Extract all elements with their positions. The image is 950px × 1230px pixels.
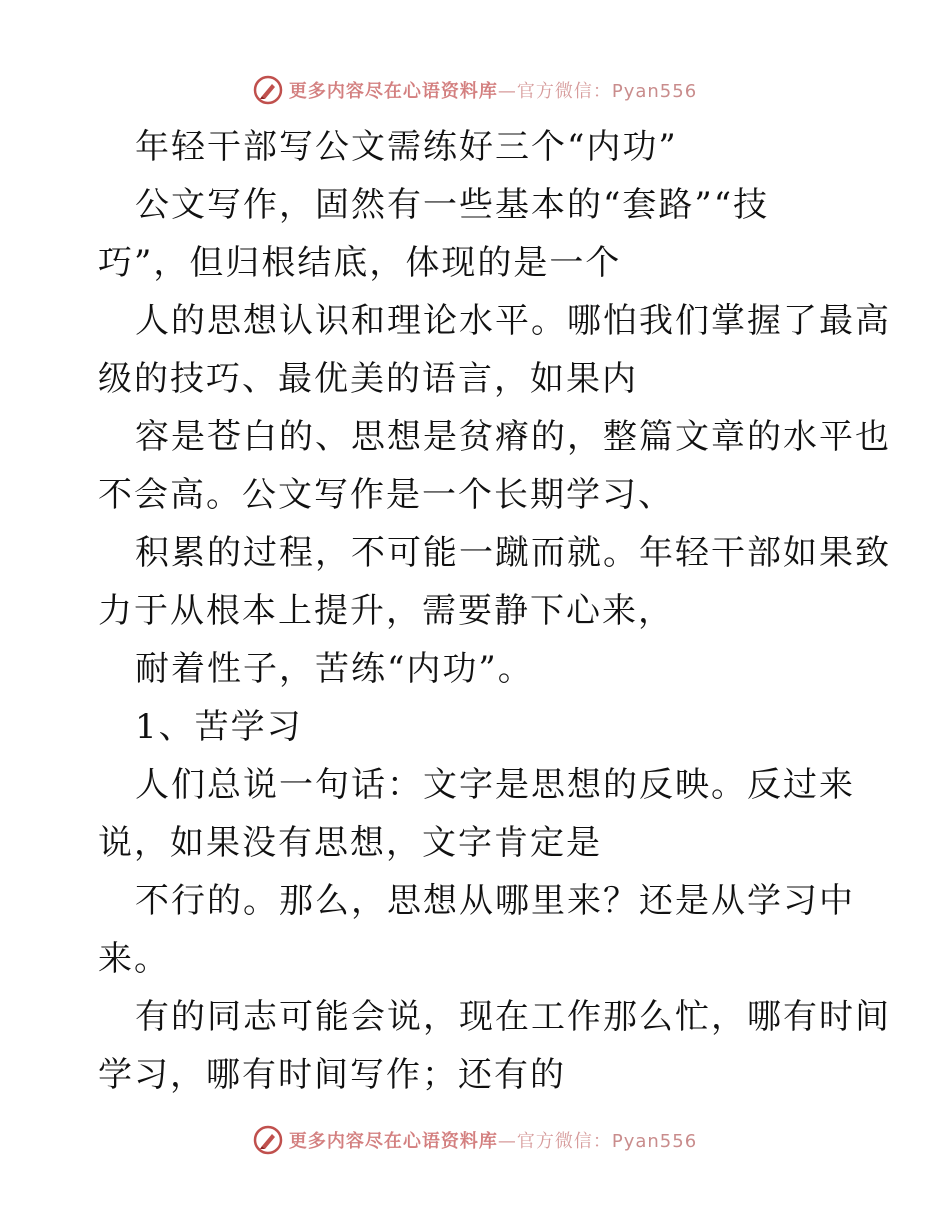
text-line: 力于从根本上提升，需要静下心来，: [98, 591, 674, 631]
doc-title: 年轻干部写公文需练好三个“内功”: [135, 127, 678, 167]
text-line: 人的思想认识和理论水平。哪怕我们掌握了最高: [135, 301, 891, 341]
text-line: 不会高。公文写作是一个长期学习、: [98, 475, 674, 515]
footer-watermark: [0, 1120, 950, 1160]
text-line: 来。: [98, 939, 170, 979]
document-body: [98, 118, 891, 1104]
watermark-tail: 官方微信：: [516, 1131, 612, 1152]
text-line: 人们总说一句话：文字是思想的反映。反过来: [135, 765, 855, 805]
watermark-brand: 更多内容尽在心语资料库: [288, 1131, 498, 1152]
watermark-tail: 官方微信：: [516, 81, 612, 102]
text-line: 公文写作，固然有一些基本的“套路”“技: [135, 185, 770, 225]
text-line: 有的同志可能会说，现在工作那么忙，哪有时间: [135, 997, 891, 1037]
watermark-separator: —: [497, 81, 517, 102]
text-line: 说，如果没有思想，文字肯定是: [98, 823, 602, 863]
text-line: 积累的过程，不可能一蹴而就。年轻干部如果致: [135, 533, 891, 573]
section-heading: 1、苦学习: [135, 707, 303, 747]
watermark-text: [289, 1127, 697, 1153]
text-line: 巧”，但归根结底，体现的是一个: [98, 243, 622, 283]
pen-logo-icon: [253, 1125, 283, 1155]
header-watermark: [0, 70, 950, 110]
text-line: 学习，哪有时间写作；还有的: [98, 1055, 566, 1095]
text-line: 容是苍白的、思想是贫瘠的，整篇文章的水平也: [135, 417, 891, 457]
watermark-separator: —: [497, 1131, 517, 1152]
watermark-handle: Pyan556: [611, 1131, 698, 1152]
watermark-brand: 更多内容尽在心语资料库: [288, 81, 498, 102]
text-line: 级的技巧、最优美的语言，如果内: [98, 359, 638, 399]
text-line: 不行的。那么，思想从哪里来？还是从学习中: [135, 881, 855, 921]
watermark-handle: Pyan556: [611, 81, 698, 102]
watermark-text: [289, 77, 697, 103]
pen-logo-icon: [253, 75, 283, 105]
text-line: 耐着性子，苦练“内功”。: [135, 649, 534, 689]
